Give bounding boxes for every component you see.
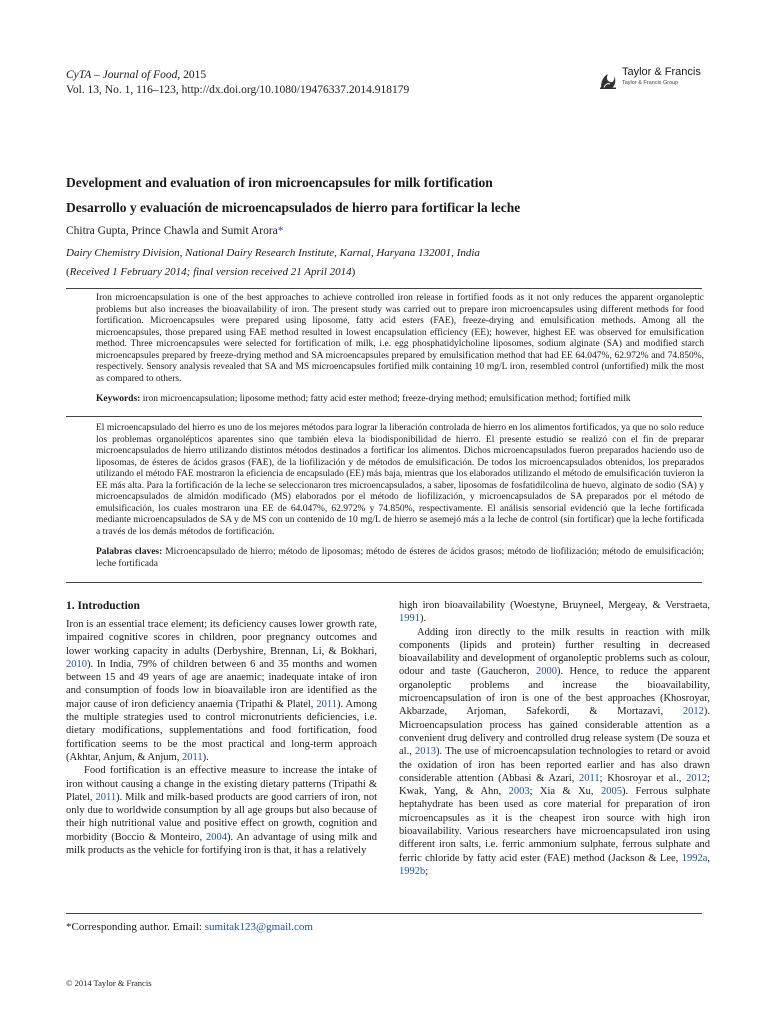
palabras-claves-label: Palabras claves:	[96, 547, 163, 557]
footnote-rule	[66, 913, 702, 914]
article-title: Development and evaluation of iron microencapsules for milk fortification	[66, 175, 493, 190]
citation-link[interactable]: 2005	[600, 786, 622, 798]
keywords-spanish	[96, 547, 704, 570]
body-column-left	[66, 618, 377, 857]
citation-link[interactable]: 2000	[535, 666, 557, 678]
keywords-english	[96, 394, 704, 406]
authors-text: Chitra Gupta, Prince Chawla and Sumit Arora	[66, 225, 278, 237]
keywords-label: Keywords:	[96, 394, 141, 404]
publisher-logo	[598, 66, 708, 94]
citation-link[interactable]: 2013	[415, 746, 437, 758]
citation-link[interactable]: 2011	[579, 772, 600, 784]
intro-paragraph-2-continued: high iron bioavailability (Woestyne, Bruyneel, Mergeay, & Verstraeta, 1991).	[399, 600, 710, 625]
intro-paragraph-1: Iron is an essential trace element; its deficiency causes lower growth rate, impaired cognitive scores in children, poor pregnancy outcomes and lower working capacity in adults (Derbyshire, Brennan, Li, & Bokhari, 2010). In India, 79% of children between 6 and 35 months and women between 15 and 49 years of age are anaemic; inadequate intake of iron and consumption of foods low in bioavailable iron are identified as the major cause of iron deficiency anaemia (Tripathi & Platel, 2011). Among the multiple strategies used to control micronutrients deficiencies, i.e. dietary modifications, supplementations and food fortification, food fortification seems to be the most practical and long-term approach (Akhtar, Anjum, & Anjum, 2011).	[66, 619, 377, 763]
journal-year: , 2015	[177, 69, 207, 81]
article-title-spanish: Desarrollo y evaluación de microencapsulados de hierro para fortificar la leche	[66, 200, 521, 215]
citation-link[interactable]: 1992b	[399, 865, 426, 877]
citation-link[interactable]: 1991	[399, 613, 420, 625]
abstract-top-rule	[66, 288, 702, 289]
abstract-bottom-rule	[66, 582, 702, 583]
citation-link[interactable]: 1992a	[681, 852, 708, 864]
corresponding-author-footnote	[66, 921, 313, 933]
copyright-notice: © 2014 Taylor & Francis	[66, 978, 152, 988]
citation-link[interactable]: 2011	[316, 698, 337, 710]
body-column-right	[399, 599, 710, 878]
publisher-emblem-icon	[598, 68, 618, 90]
palabras-claves-text: Microencapsulado de hierro; método de liposomas; método de ésteres de ácidos grasos; método de liofilización; método de emulsificación; leche fortificada	[96, 547, 704, 569]
section-heading-introduction: 1. Introduction	[66, 600, 140, 612]
journal-citation	[66, 68, 409, 98]
citation-link[interactable]: 2010	[66, 658, 87, 670]
citation-link[interactable]: 2012	[686, 772, 708, 784]
citation-link[interactable]: 2011	[181, 751, 203, 763]
received-text: Received 1 February 2014; final version received 21 April 2014	[69, 266, 352, 278]
received-open: (	[66, 266, 70, 278]
author-list	[66, 225, 284, 237]
abstract-english	[96, 293, 704, 406]
citation-link[interactable]: 2011	[95, 791, 117, 803]
abstract-spanish	[96, 423, 704, 570]
corresponding-author-link[interactable]: *	[277, 225, 284, 237]
citation-link[interactable]: 2012	[682, 706, 704, 718]
received-close: )	[351, 266, 356, 278]
abstract-middle-rule	[66, 416, 702, 417]
citation-link[interactable]: 2004	[205, 831, 227, 843]
keywords-text: iron microencapsulation; liposome method; fatty acid ester method; freeze-drying method; emulsification method; fortified milk	[140, 394, 631, 404]
publisher-name: Taylor & Francis	[622, 66, 701, 78]
publisher-group: Taylor & Francis Group	[622, 80, 679, 86]
volume-doi-line[interactable]: Vol. 13, No. 1, 116–123, http://dx.doi.org/10.1080/19476337.2014.918179	[66, 84, 410, 96]
intro-paragraph-2: Food fortification is an effective measure to increase the intake of iron without causing a change in the existing dietary patterns (Tripathi & Platel, 2011). Milk and milk-based products are good carriers of iron, not only due to worldwide consumption by all age groups but also because of their high nutritional value and positive effect on growth, cognition and morbidity (Boccio & Monteiro, 2004). An advantage of using milk and milk products as the vehicle for fortifying iron is that, it has a relatively	[66, 765, 377, 857]
email-label: *Corresponding author. Email:	[66, 921, 205, 933]
abstract-english-text: Iron microencapsulation is one of the best approaches to achieve controlled iron release in fortified foods as it not only reduces the apparent organoleptic problems but also increases the bioavailability of iron. The present study was carried out to prepare iron microencapsules using different methods for food fortification. Microencapsules were prepared using liposome, fatty acid esters (FAE), freeze-drying and emulsification methods. Among all the microencapsules, those prepared using FAE method resulted in lowest encapsulation efficiency (EE); however, highest EE was observed for emulsification method. Three microencapsules were selected for fortification of milk, i.e. egg phosphatidylcholine liposomes, sodium alginate (SA) and modified starch microencapsules prepared by freeze-drying method and SA microencapsules prepared by emulsification method that had EE 64.047%, 62.972% and 74.850%, respectively. Sensory analysis revealed that SA and MS microencapsules fortified milk containing 10 mg/L iron, resembled control (unfortified) milk the most as compared to others.	[96, 293, 704, 384]
abstract-spanish-text: El microencapsulado del hierro es uno de los mejores métodos para lograr la liberación controlada de hierro en los alimentos fortificados, ya que no solo reduce los problemas organolépticos aparentes sino que también eleva la biodisponibilidad de hierro. El presente estudio se realizó con el fin de preparar microencapsulados de hierro utilizando distintos métodos destinados a fortificar los alimentos. Dichos microencapsulados fueron preparados haciendo uso de liposomas, de ésteres de ácidos grasos (FAE), de la liofilización y de métodos de emulsificación. De todos los microencapsulados obtenidos, los preparados utilizando el método FAE mostraron la eficiencia de encapsulado (EE) más baja, mientras que los elaborados utilizando el método de emulsificación tuvieron la EE más alta. Para la fortificación de la leche se seleccionaron tres microencapsulados, a saber, liposomas de fosfatidilcolina de huevo, alginato de sodio (SA) y microencapsulados de almidón modificado (MS) elaborados por el método de liofilización, y microencapsulados de SA preparados por el método de emulsificación, los cuales mostraron una EE de 64.047%, 62.972% y 74.850%, respectivamente. El análisis sensorial evidenció que la leche fortificada mediante microencapsulados de SA y de MS con un contenido de 10 mg/L de hierro se asemejó más a la leche de control (sin fortificar) que la leche fortificada a través de los demás métodos de fortificación.	[96, 423, 704, 537]
received-dates	[66, 266, 355, 278]
affiliation: Dairy Chemistry Division, National Dairy Research Institute, Karnal, Haryana 132001, India	[66, 247, 480, 259]
intro-paragraph-3: Adding iron directly to the milk results in reaction with milk components (lipids and protein) further resulting in decreased bioavailability and development of organoleptic problems such as colour, odour and taste (Gaucheron, 2000). Hence, to reduce the apparent organoleptic problems and increase the bioavailability, microencapsulation of iron is one of the best approaches (Khosroyar, Akbarzade, Arjoman, Safekordi, & Mortazavi, 2012). Microencapsulation process has gained considerable attention as a convenient drug delivery and controlled drug release system (De souza et al., 2013). The use of microencapsulation technologies to retard or avoid the oxidation of iron has been reported earlier and has also drawn considerable attention (Abbasi & Azari, 2011; Khosroyar et al., 2012; Kwak, Yang, & Ahn, 2003; Xia & Xu, 2005). Ferrous sulphate heptahydrate has been used as core material for preparation of iron microencapsules as it is the cheapest iron source with high iron bioavailability. Various researchers have microencapsulated iron using different iron salts, i.e. ferric ammonium sulphate, ferrous sulphate and ferric chloride by fatty acid ester (FAE) method (Jackson & Lee, 1992a, 1992b;	[399, 626, 710, 877]
citation-link[interactable]: 2003	[508, 786, 530, 798]
email-link[interactable]: sumitak123@gmail.com	[204, 921, 313, 933]
journal-name: CyTA – Journal of Food	[66, 69, 178, 81]
